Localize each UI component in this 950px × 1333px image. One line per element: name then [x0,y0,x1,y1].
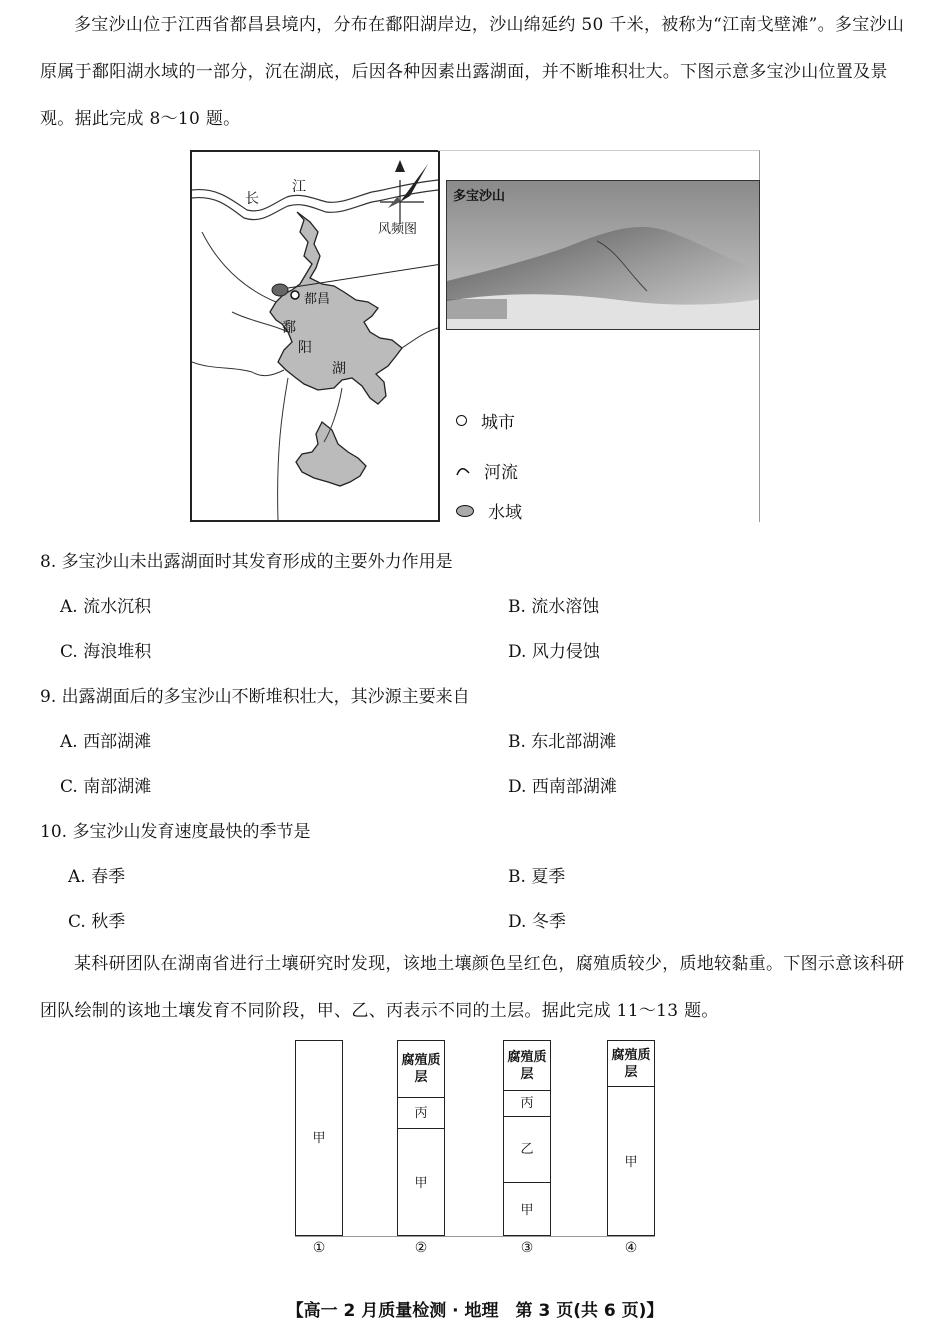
q9-option-c: C. 南部湖滩 [60,777,152,797]
river-label-chang: 长 [245,191,259,207]
stage-label-4: ④ [624,1240,638,1256]
wind-frequency-label: 风频图 [378,222,418,237]
q8-option-a: A. 流水沉积 [60,597,152,617]
intro-paragraph-1: 多宝沙山位于江西省都昌县境内，分布在鄱阳湖岸边，沙山绵延约 50 千米，被称为“江南戈壁滩”。多宝沙山原属于鄱阳湖水域的一部分，沉在湖底，后因各种因素出露湖面，并不断堆积壮大。下图示意多宝沙山位置及景观。据此完成 8～10 题。 [40,15,905,129]
figure-soil-profiles [295,1040,655,1262]
question-8: 8. 多宝沙山未出露湖面时其发育形成的主要外力作用是 [40,552,453,572]
photo-label: 多宝沙山 [453,189,506,204]
stage-label-2: ② [414,1240,428,1256]
q9-option-a: A. 西部湖滩 [60,732,152,752]
question-9: 9. 出露湖面后的多宝沙山不断堆积壮大，其沙源主要来自 [40,687,470,707]
soil-column-2 [397,1040,445,1236]
soil-layer: 甲 [312,1130,326,1146]
humus-layer: 腐殖质层 [398,1041,444,1098]
figure-location-map [190,150,760,522]
soil-layer: 甲 [624,1154,638,1170]
sand-mountain-photo [446,180,760,330]
soil-layer: 甲 [520,1202,534,1218]
q9-option-b: B. 东北部湖滩 [508,732,617,752]
legend-city-label: 城市 [481,413,515,433]
stage-label-3: ③ [520,1240,534,1256]
stage-label-1: ① [312,1240,326,1256]
q10-option-d: D. 冬季 [508,912,566,932]
river-icon [456,465,470,477]
q9-option-d: D. 西南部湖滩 [508,777,617,797]
map-drawing [192,152,438,520]
intro-paragraph-2: 某科研团队在湖南省进行土壤研究时发现，该地土壤颜色呈红色，腐殖质较少，质地较黏重。下图示意该科研团队绘制的该地土壤发育不同阶段，甲、乙、丙表示不同的土层。据此完成 11～13 题。 [40,954,905,1021]
figure-baseline [295,1236,655,1237]
soil-column-1 [295,1040,343,1236]
question-10: 10. 多宝沙山发育速度最快的季节是 [40,822,311,842]
poyang-lake-map [190,150,440,522]
page-footer: 【高一 2 月质量检测 · 地理 第 3 页(共 6 页)】 [286,1301,664,1321]
soil-column-4 [607,1040,655,1236]
legend-river [456,458,518,483]
river-label-jiang: 江 [292,179,306,195]
lake-char-3: 湖 [332,361,346,377]
q8-option-b: B. 流水溶蚀 [508,597,600,617]
q10-option-c: C. 秋季 [68,912,126,932]
humus-layer: 腐殖质层 [504,1041,550,1091]
water-icon [456,505,474,517]
q8-option-d: D. 风力侵蚀 [508,642,600,662]
q8-option-c: C. 海浪堆积 [60,642,152,662]
lake-char-1: 鄱 [282,320,296,336]
city-label-duchang: 都昌 [304,292,331,307]
legend-city [456,408,515,433]
lake-char-2: 阳 [298,340,312,356]
q10-option-b: B. 夏季 [508,867,566,887]
legend-river-label: 河流 [484,463,518,483]
soil-layer: 丙 [398,1098,444,1129]
humus-layer: 腐殖质层 [608,1041,654,1087]
soil-layer: 乙 [504,1117,550,1183]
soil-layer: 丙 [504,1091,550,1117]
legend-water [456,498,522,523]
city-icon [456,415,467,426]
q10-option-a: A. 春季 [68,867,126,887]
soil-column-3 [503,1040,551,1236]
soil-layer: 甲 [414,1175,428,1191]
legend-water-label: 水域 [488,503,522,523]
